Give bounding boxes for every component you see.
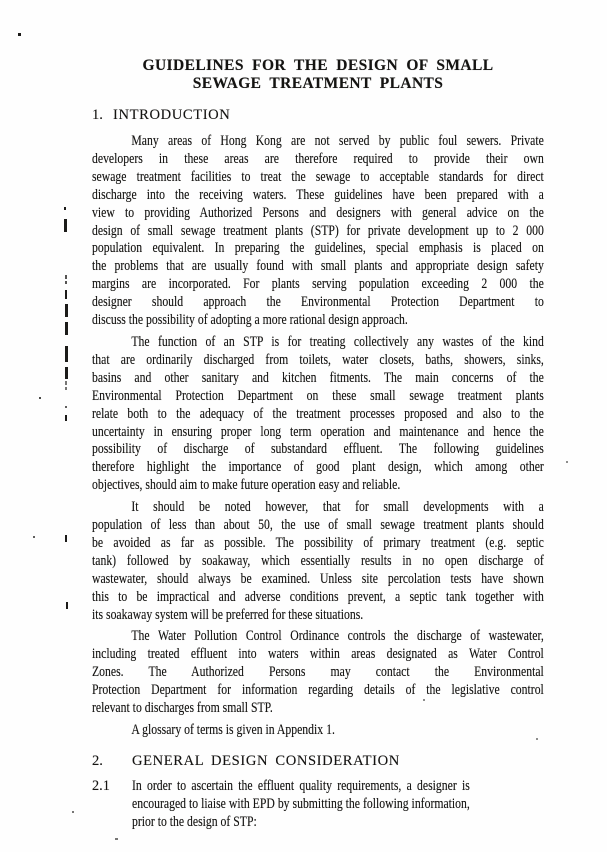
text-line: In order to ascertain the effluent quality requirements, a designer is	[132, 777, 470, 794]
scan-margin-mark	[65, 281, 67, 284]
text-line: its soakaway system will be preferred for these situations.	[92, 606, 364, 623]
text-line: objectives, should aim to make future operation easy and reliable.	[92, 477, 401, 494]
scan-speck	[18, 33, 21, 36]
document-content	[92, 57, 544, 832]
paragraph	[92, 334, 544, 495]
item-number: 2.1	[92, 777, 110, 794]
scan-margin-mark	[65, 304, 68, 317]
text-line: design of small sewage treatment plants (STP) for private development up to 2 000	[92, 222, 544, 239]
text-line: this to be impractical and adverse conditions prevent, a septic tank together with	[92, 588, 544, 605]
scan-speck	[566, 461, 568, 463]
scan-margin-mark	[65, 346, 68, 362]
text-line: be avoided as far as possible. The possibility of primary treatment (e.g. septic	[92, 534, 544, 551]
scan-margin-mark	[65, 415, 67, 421]
text-line: uncertainty in ensuring proper long term operation and maintenance and hence the	[92, 423, 544, 440]
scan-speck	[72, 811, 74, 813]
text-line: relate both to the adequacy of the treatment processes proposed and also to the	[92, 405, 544, 422]
text-line: wastewater, should always be examined. Unless site percolation tests have shown	[92, 570, 544, 587]
text-line: encouraged to liaise with EPD by submitting the following information,	[132, 795, 470, 812]
section-number: 2.	[92, 752, 103, 769]
text-line: A glossary of terms is given in Appendix 1.	[131, 722, 335, 738]
text-line: Protection Department for information regarding details of the legislative control	[92, 682, 544, 699]
text-line: Many areas of Hong Kong are not served by public foul sewers. Private	[131, 133, 544, 149]
scan-speck	[115, 838, 118, 840]
text-line: It should be noted however, that for small developments with a	[131, 499, 544, 516]
scan-margin-mark	[65, 381, 67, 385]
item-text	[132, 778, 470, 832]
text-line: margins are incorporated. For plants serving population exceeding 2 000 the	[92, 276, 544, 293]
scan-margin-mark	[65, 367, 68, 379]
paragraph	[92, 628, 544, 718]
scan-margin-mark	[65, 322, 68, 335]
text-line: therefore highlight the importance of good plant design, which among other	[92, 459, 544, 476]
section-number: 1.	[92, 107, 103, 123]
scan-speck	[33, 536, 35, 538]
section-heading	[92, 106, 544, 124]
scan-speck	[65, 406, 67, 408]
scan-margin-mark	[66, 602, 68, 609]
section-title: GENERAL DESIGN CONSIDERATION	[132, 752, 400, 769]
text-line: that are ordinarily discharged from toilets, water closets, baths, showers, sinks,	[92, 351, 544, 368]
text-line: sewage treatment facilities to treat the sewage to acceptable standards for direct	[92, 168, 544, 185]
text-line: discharge into the receiving waters. These guidelines have been prepared with a	[92, 186, 544, 203]
text-line: the problems that are usually found with small plants and appropriate design safety	[92, 258, 544, 275]
text-line: population of less than about 50, the use of small sewage treatment plants should	[92, 517, 544, 534]
title-line-1: GUIDELINES FOR THE DESIGN OF SMALL	[142, 57, 494, 74]
text-line: prior to the design of STP:	[132, 813, 257, 830]
paragraph	[92, 133, 544, 330]
scan-margin-mark	[65, 275, 67, 279]
document-body	[92, 106, 544, 832]
text-line: The Water Pollution Control Ordinance controls the discharge of wastewater,	[131, 628, 544, 645]
text-line: Zones. The Authorized Persons may contact the Environmental	[92, 664, 544, 681]
scan-margin-mark	[65, 387, 67, 390]
title-line-2: SEWAGE TREATMENT PLANTS	[192, 75, 444, 92]
text-line: discuss the possibility of adopting a more rational design approach.	[92, 312, 408, 329]
scan-speck	[536, 738, 538, 740]
scan-margin-mark	[64, 207, 66, 210]
text-line: view to providing Authorized Persons and designers with general advice on the	[92, 204, 544, 221]
text-line: Environmental Protection Department on these small sewage treatment plants	[92, 387, 544, 404]
text-line: tank) followed by soakaway, which essentially results in no open discharge of	[92, 552, 544, 569]
section-title: INTRODUCTION	[113, 107, 231, 123]
scan-margin-mark	[65, 290, 67, 299]
scan-speck	[39, 397, 41, 399]
scan-margin-mark	[65, 535, 67, 542]
document-title	[92, 57, 544, 93]
text-line: developers in these areas are therefore required to provide their own	[92, 150, 544, 167]
text-line: basins and other sanitary and kitchen fitments. The main concerns of the	[92, 369, 544, 386]
scan-margin-mark	[64, 219, 67, 232]
paragraph	[92, 722, 544, 740]
text-line: possibility of discharge of substandard effluent. The following guidelines	[92, 441, 544, 458]
text-line: including treated effluent into waters within areas designated as Water Control	[92, 646, 544, 663]
numbered-item	[92, 778, 544, 832]
text-line: The function of an STP is for treating collectively any wastes of the kind	[131, 333, 544, 350]
text-line: designer should approach the Environmental Protection Department to	[92, 294, 544, 311]
scan-speck	[423, 699, 425, 701]
text-line: population equivalent. In preparing the guidelines, special emphasis is placed on	[92, 240, 544, 257]
section-heading	[92, 752, 544, 770]
text-line: relevant to discharges from small STP.	[92, 700, 273, 717]
paragraph	[92, 499, 544, 624]
